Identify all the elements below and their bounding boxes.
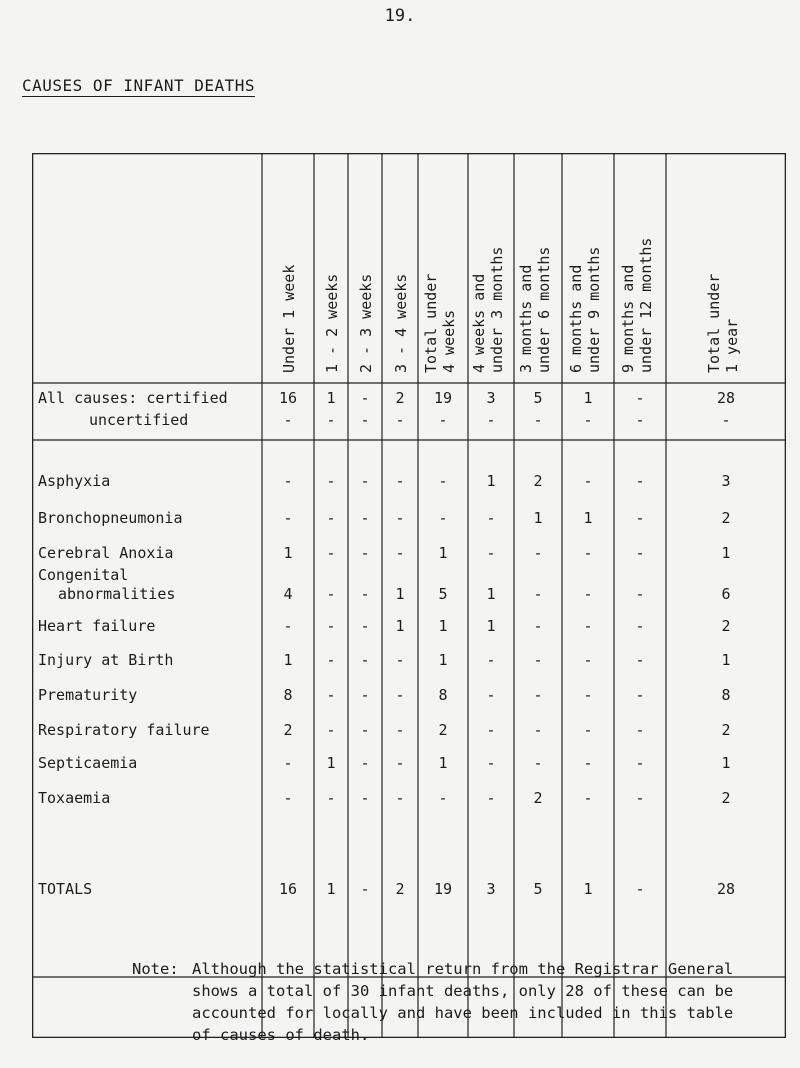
table-cell: -	[635, 721, 645, 739]
totals-cell: 3	[486, 880, 496, 898]
table-cell: -	[360, 721, 370, 739]
table-cell: -	[533, 411, 543, 429]
table-cell: 1	[721, 544, 731, 562]
table-cell: -	[533, 754, 543, 772]
table-cell: 1	[438, 617, 448, 635]
row-label: Prematurity	[38, 686, 138, 704]
table-cell: -	[283, 617, 293, 635]
table-cell: -	[360, 617, 370, 635]
table-cell: -	[583, 686, 593, 704]
table-cell: -	[395, 721, 405, 739]
table-cell: -	[486, 789, 496, 807]
table-cell: -	[360, 411, 370, 429]
table-cell: -	[635, 617, 645, 635]
page-number: 19.	[384, 6, 416, 26]
table-cell: -	[635, 472, 645, 490]
column-header: Under 1 week	[280, 264, 298, 373]
table-cell: -	[486, 509, 496, 527]
table-cell: -	[395, 509, 405, 527]
table-cell: 5	[533, 389, 543, 407]
table-cell: 1	[438, 544, 448, 562]
totals-cell: 1	[583, 880, 593, 898]
table-cell: -	[326, 509, 336, 527]
table-cell: -	[583, 411, 593, 429]
table-cell: -	[635, 411, 645, 429]
column-header: under 9 months	[585, 246, 603, 373]
table-cell: 2	[721, 617, 731, 635]
table-cell: -	[283, 789, 293, 807]
table-cell: -	[635, 754, 645, 772]
table-cell: -	[326, 686, 336, 704]
table-cell: -	[533, 585, 543, 603]
note-text: Although the statistical return from the Registrar General shows a total of 30 infant deaths, only 28 of these can be accounted for locally and have been included in this table of causes of death.	[192, 960, 743, 1044]
table-cell: 1	[395, 585, 405, 603]
table-cell: 1	[486, 585, 496, 603]
table-cell: -	[635, 789, 645, 807]
table-cell: -	[583, 651, 593, 669]
row-label: Septicaemia	[38, 754, 138, 772]
column-header: Total under	[705, 273, 723, 373]
table-cell: 1	[395, 617, 405, 635]
table-cell: -	[438, 472, 448, 490]
table-cell: 2	[533, 789, 543, 807]
table-cell: -	[283, 411, 293, 429]
table-cell: 16	[278, 389, 298, 407]
table-cell: -	[326, 651, 336, 669]
table-cell: -	[635, 585, 645, 603]
table-cell: -	[438, 509, 448, 527]
column-header: under 6 months	[535, 246, 553, 373]
table-cell: -	[486, 721, 496, 739]
table-cell: 1	[438, 754, 448, 772]
table-cell: -	[360, 389, 370, 407]
column-header: 3 months and	[517, 264, 535, 373]
table-cell: -	[438, 789, 448, 807]
table-cell: -	[360, 509, 370, 527]
table-cell: -	[583, 789, 593, 807]
table-cell: 19	[433, 389, 453, 407]
totals-cell: 28	[716, 880, 736, 898]
table-cell: -	[326, 585, 336, 603]
table-cell: 1	[486, 472, 496, 490]
table-cell: -	[486, 544, 496, 562]
table-cell: -	[395, 651, 405, 669]
infant-deaths-table	[32, 153, 786, 1038]
table-cell: -	[360, 789, 370, 807]
totals-cell: 5	[533, 880, 543, 898]
table-cell: 8	[283, 686, 293, 704]
table-cell: -	[486, 686, 496, 704]
table-cell: -	[438, 411, 448, 429]
table-cell: -	[583, 721, 593, 739]
table-cell: 1	[486, 617, 496, 635]
row-label: All causes: certified	[38, 389, 228, 407]
table-cell: -	[326, 617, 336, 635]
table-cell: 1	[283, 544, 293, 562]
table-cell: 3	[486, 389, 496, 407]
row-label: Respiratory failure	[38, 721, 210, 739]
table-cell: -	[635, 509, 645, 527]
totals-cell: 16	[278, 880, 298, 898]
column-header: 1 year	[723, 318, 741, 373]
table-cell: -	[583, 754, 593, 772]
row-label: Bronchopneumonia	[38, 509, 183, 527]
totals-cell: -	[360, 880, 370, 898]
table-cell: -	[395, 789, 405, 807]
table-cell: -	[486, 651, 496, 669]
table-cell: -	[635, 651, 645, 669]
table-cell: -	[326, 789, 336, 807]
table-cell: 1	[583, 509, 593, 527]
table-cell: -	[360, 472, 370, 490]
table-cell: 2	[721, 509, 731, 527]
table-cell: -	[533, 651, 543, 669]
column-header: 3 - 4 weeks	[392, 273, 410, 373]
column-header: 1 - 2 weeks	[323, 273, 341, 373]
table-cell: -	[395, 754, 405, 772]
table-cell: -	[486, 411, 496, 429]
totals-cell: 1	[326, 880, 336, 898]
column-header: under 12 months	[637, 237, 655, 373]
table-cell: -	[326, 411, 336, 429]
column-header: 6 months and	[567, 264, 585, 373]
table-cell: 2	[533, 472, 543, 490]
table-cell: -	[326, 544, 336, 562]
table-cell: -	[326, 472, 336, 490]
row-label: uncertified	[89, 411, 189, 429]
table-cell: 1	[283, 651, 293, 669]
table-cell: -	[283, 754, 293, 772]
column-header: 9 months and	[619, 264, 637, 373]
column-header: Total under	[422, 273, 440, 373]
table-cell: -	[635, 686, 645, 704]
table-cell: -	[533, 544, 543, 562]
table-cell: 8	[721, 686, 731, 704]
column-header: 2 - 3 weeks	[357, 273, 375, 373]
table-cell: -	[360, 754, 370, 772]
table-cell: -	[486, 754, 496, 772]
row-label: Toxaemia	[38, 789, 111, 807]
table-cell: -	[533, 721, 543, 739]
table-cell: -	[360, 585, 370, 603]
row-label: Injury at Birth	[38, 651, 174, 669]
table-cell: -	[360, 686, 370, 704]
table-cell: -	[395, 472, 405, 490]
row-label: Congenital	[38, 566, 129, 584]
table-cell: -	[635, 389, 645, 407]
table-cell: 5	[438, 585, 448, 603]
table-cell: -	[360, 651, 370, 669]
table-cell: -	[326, 721, 336, 739]
table-cell: 1	[583, 389, 593, 407]
totals-cell: 2	[395, 880, 405, 898]
column-header: under 3 months	[488, 246, 506, 373]
table-cell: -	[533, 617, 543, 635]
column-header: 4 weeks	[440, 309, 458, 373]
row-label: Asphyxia	[38, 472, 111, 490]
row-label: abnormalities	[58, 585, 176, 603]
table-cell: -	[395, 411, 405, 429]
table-cell: -	[583, 544, 593, 562]
table-cell: 4	[283, 585, 293, 603]
table-cell: 1	[438, 651, 448, 669]
table-cell: 2	[283, 721, 293, 739]
table-cell: 2	[721, 721, 731, 739]
table-cell: -	[533, 686, 543, 704]
table-cell: 6	[721, 585, 731, 603]
table-cell: 2	[395, 389, 405, 407]
totals-cell: -	[635, 880, 645, 898]
table-cell: -	[583, 617, 593, 635]
table-cell: 2	[721, 789, 731, 807]
table-cell: 1	[326, 389, 336, 407]
table-cell: -	[395, 686, 405, 704]
column-header: 4 weeks and	[470, 273, 488, 373]
page-title: CAUSES OF INFANT DEATHS	[22, 76, 256, 95]
table-cell: 1	[721, 651, 731, 669]
table-cell: 28	[716, 389, 736, 407]
row-label: Heart failure	[38, 617, 156, 635]
table-cell: 1	[721, 754, 731, 772]
table-cell: -	[721, 411, 731, 429]
table-cell: 8	[438, 686, 448, 704]
table-cell: 1	[533, 509, 543, 527]
table-cell: -	[283, 509, 293, 527]
table-cell: 3	[721, 472, 731, 490]
totals-cell: 19	[433, 880, 453, 898]
table-grid	[32, 153, 786, 1038]
table-cell: -	[635, 544, 645, 562]
note-label: Note:	[132, 960, 179, 978]
table-cell: -	[583, 585, 593, 603]
table-cell: -	[583, 472, 593, 490]
row-label: Cerebral Anoxia	[38, 544, 174, 562]
table-cell: -	[360, 544, 370, 562]
table-cell: -	[395, 544, 405, 562]
table-cell: -	[283, 472, 293, 490]
table-cell: 1	[326, 754, 336, 772]
table-cell: 2	[438, 721, 448, 739]
totals-label: TOTALS	[38, 880, 93, 898]
